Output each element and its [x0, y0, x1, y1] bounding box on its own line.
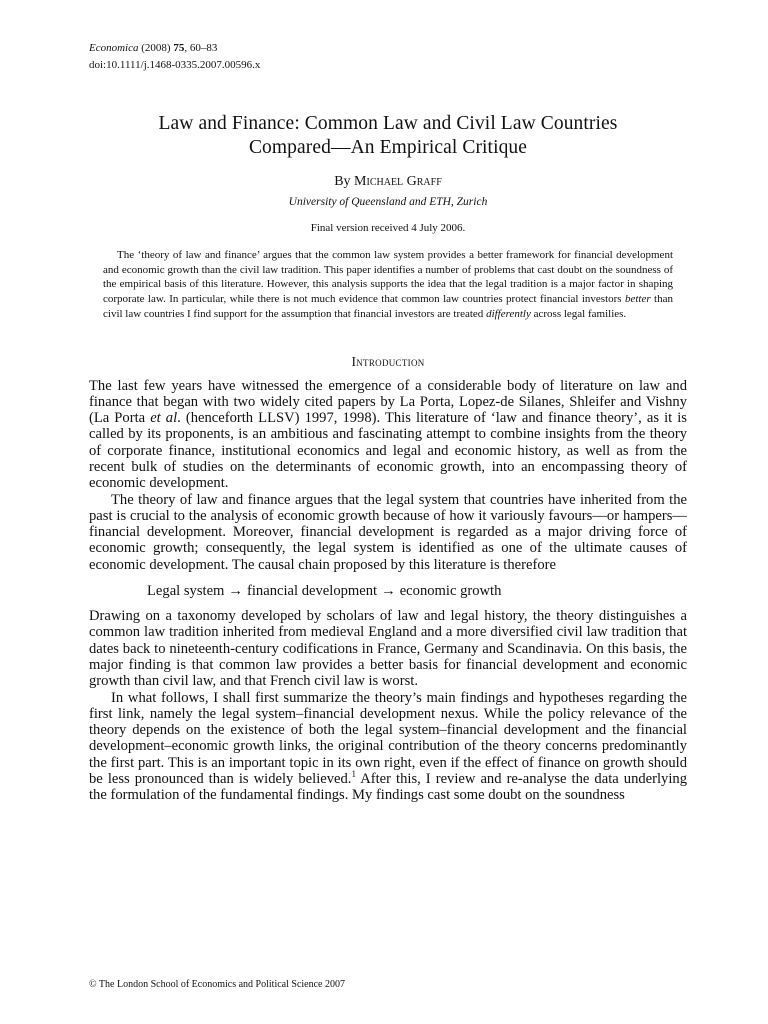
abstract-text-3: across legal families.: [530, 307, 627, 320]
paragraph-1-emphasis: et al: [150, 410, 178, 427]
paragraph-1-text-b: . (henceforth LLSV) 1997, 1998). This literature of ‘law and finance theory’, as it is called by its proponents, is an ambitious and fascinating attempt to combine insights from the theory of corporate finance, institutional economics and legal and economic history, as well as from the recent bulk of studies on the determinants of economic growth, into an encompassing theory of economic development.: [89, 410, 687, 492]
doi: doi:10.1111/j.1468-0335.2007.00596.x: [89, 59, 261, 71]
paragraph-4-text-a: In what follows, I shall first summarize the theory’s main findings and hypotheses regarding the first link, namely the legal system–financial development nexus. While the policy relevance of the theory depends on the existence of both the legal system–financial development and the financial development–economic growth links, the original contribution of the theory concerns predominantly the first part. This is an important topic in its own right, even if the effect of finance on growth should be less pronounced than is widely believed.: [89, 689, 687, 788]
paragraph-4-text-b: After this, I review and re-analyse the data underlying the formulation of the fundamental findings. My findings cast some doubt on the soundness: [89, 771, 688, 804]
body-paragraph-3: Drawing on a taxonomy developed by scholars of law and legal history, the theory distinguishes a common law tradition inherited from medieval England and a more diversified civil law tradition that dates back to nineteenth-century codifications in France, Germany and Scandinavia. On this basis, the major finding is that common law provides a better basis for financial development and economic growth than civil law, and that French civil law is worst.: [89, 608, 687, 690]
citation-line: [89, 40, 687, 57]
body-paragraph-2: The theory of law and finance argues that the legal system that countries have inherited from the past is crucial to the analysis of economic growth because of how it variously favours—or hampers—financial development. Moreover, financial development is regarded as a major driving force of economic growth; consequently, the legal system is identified as one of the ultimate causes of economic development. The causal chain proposed by this literature is therefore: [89, 491, 687, 573]
abstract-emphasis-1: better: [624, 293, 651, 306]
paragraph-1-text-a: The last few years have witnessed the emergence of a considerable body of literature on law and finance that began with two widely cited papers by La Porta, Lopez-de Silanes, Shleifer and Vishny (La Porta: [89, 377, 687, 427]
abstract-text-1: The ‘theory of law and finance’ argues that the common law system provides a better framework for financial development and economic growth than the civil law tradition. This paper identifies a number of problems that cast doubt on the soundness of the empirical basis of this literature. However, this analysis supports the idea that the legal tradition is a major factor in shaping corporate law. In particular, while there is not much evidence that common law countries protect financial investors: [103, 249, 673, 306]
copyright-footer: © The London School of Economics and Political Science 2007: [89, 979, 345, 990]
author-name: Michael Graff: [354, 174, 442, 189]
title-line-1: Law and Finance: Common Law and Civil Law Countries: [158, 113, 618, 134]
abstract-emphasis-2: differently: [486, 307, 531, 320]
causal-chain: [147, 582, 687, 600]
right-arrow-icon: →: [228, 583, 244, 600]
received-date: Final version received 4 July 2006.: [310, 222, 466, 234]
chain-step-financial-development: financial development: [247, 583, 378, 600]
abstract-text-2: than civil law countries I find support for the assumption that financial investors are treated: [103, 293, 673, 320]
title-line-2: Compared—An Empirical Critique: [248, 137, 528, 158]
journal-year: (2008): [141, 42, 171, 54]
chain-step-economic-growth: economic growth: [399, 583, 502, 600]
journal-header: [89, 40, 687, 74]
journal-name: Economica: [89, 42, 139, 54]
journal-volume: 75: [173, 42, 185, 54]
affiliation: University of Queensland and ETH, Zurich: [288, 196, 488, 208]
byline-by: By: [334, 174, 351, 189]
byline: [89, 174, 687, 190]
body-paragraph-4: [89, 690, 687, 804]
chain-step-legal-system: Legal system: [147, 583, 225, 600]
footnote-marker[interactable]: 1: [351, 769, 356, 780]
body-paragraph-1: [89, 378, 687, 492]
journal-pages: , 60–83: [184, 42, 218, 54]
paper-title: [89, 112, 687, 160]
right-arrow-icon: →: [381, 583, 396, 600]
paper-page: [89, 40, 687, 804]
section-heading: Introduction: [351, 353, 425, 369]
abstract: [103, 248, 673, 322]
